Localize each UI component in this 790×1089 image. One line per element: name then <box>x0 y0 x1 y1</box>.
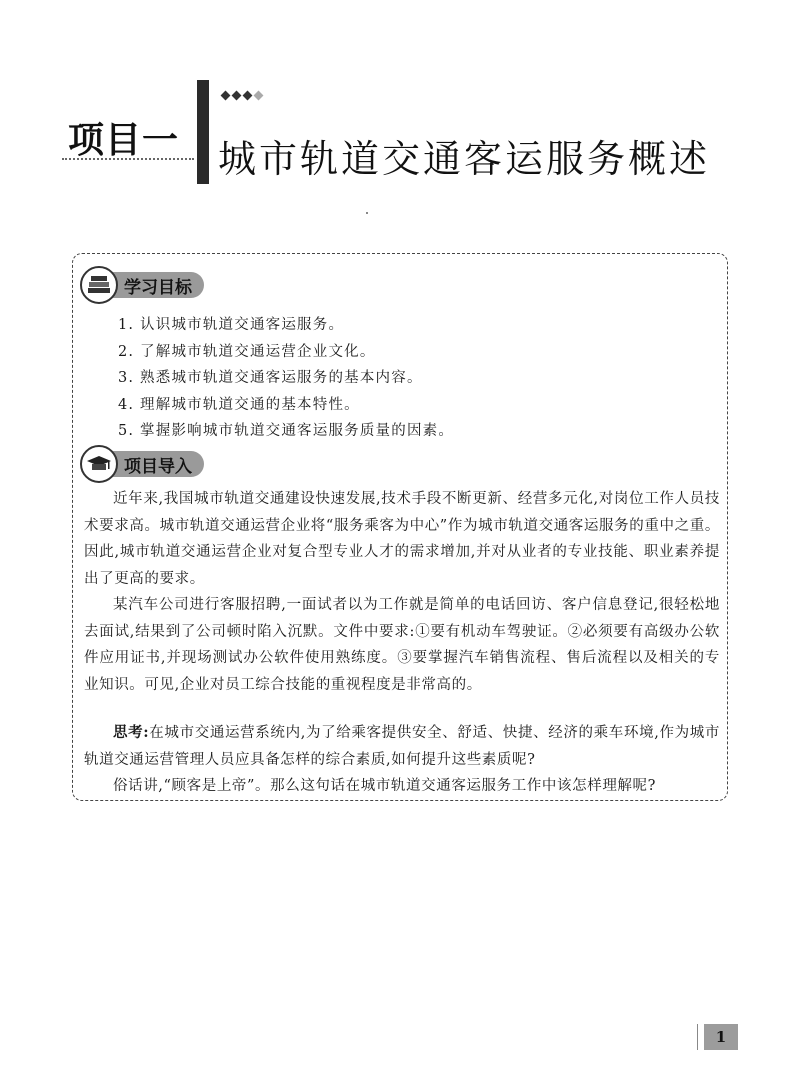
objectives-heading: 学习目标 <box>106 272 204 298</box>
diamond-icon <box>232 91 242 101</box>
title-divider-bar <box>197 80 209 184</box>
list-item: 2. 了解城市轨道交通运营企业文化。 <box>118 343 376 360</box>
intro-paragraph-1: 近年来,我国城市轨道交通建设快速发展,技术手段不断更新、经营多元化,对岗位工作人员技术要求高。城市轨道交通运营企业将“服务乘客为中心”作为城市轨道交通客运服务的重中之重。因此,城市轨道交通运营企业对复合型专业人才的需求增加,并对从业者的专业技能、职业素养提出了更高的要求。 <box>84 491 720 587</box>
list-item: 1. 认识城市轨道交通客运服务。 <box>118 317 345 333</box>
objectives-list <box>118 312 454 445</box>
list-item: 3. 熟悉城市轨道交通客运服务的基本内容。 <box>118 370 423 386</box>
dotted-underline <box>62 158 194 160</box>
intro-badge <box>80 449 204 479</box>
objectives-badge <box>80 270 204 300</box>
diamond-ornament <box>222 92 262 99</box>
print-speck <box>366 212 368 214</box>
page-number: 1 <box>704 1024 738 1050</box>
list-item: 5. 掌握影响城市轨道交通客运服务质量的因素。 <box>118 423 455 439</box>
diamond-icon <box>243 91 253 101</box>
diamond-icon <box>254 91 264 101</box>
intro-paragraph-2: 某汽车公司进行客服招聘,一面试者以为工作就是简单的电话回访、客户信息登记,很轻松地去面试,结果到了公司顿时陷入沉默。文件中要求:①要有机动车驾驶证。②必须要有高级办公软件应用证书,并现场测试办公软件使用熟练度。③要掌握汽车销售流程、售后流程以及相关的专业知识。可见,企业对员工综合技能的重视程度是非常高的。 <box>84 597 720 693</box>
think-text: 在城市交通运营系统内,为了给乘客提供安全、舒适、快捷、经济的乘车环境,作为城市轨道交通运营管理人员应具备怎样的综合素质,如何提升这些素质呢? <box>84 725 720 768</box>
diamond-icon <box>221 91 231 101</box>
page-separator <box>697 1024 698 1050</box>
chapter-title: 城市轨道交通客运服务概述 <box>218 137 711 181</box>
think-label: 思考: <box>113 724 150 741</box>
intro-paragraph-3: 俗话讲,“顾客是上帝”。那么这句话在城市轨道交通客运服务工作中该怎样理解呢? <box>113 778 657 794</box>
graduation-cap-icon <box>80 445 118 483</box>
think-paragraph <box>84 720 720 773</box>
books-icon <box>80 266 118 304</box>
project-label: 项目一 <box>68 120 180 161</box>
list-item: 4. 理解城市轨道交通的基本特性。 <box>118 396 360 413</box>
intro-heading: 项目导入 <box>106 451 204 477</box>
